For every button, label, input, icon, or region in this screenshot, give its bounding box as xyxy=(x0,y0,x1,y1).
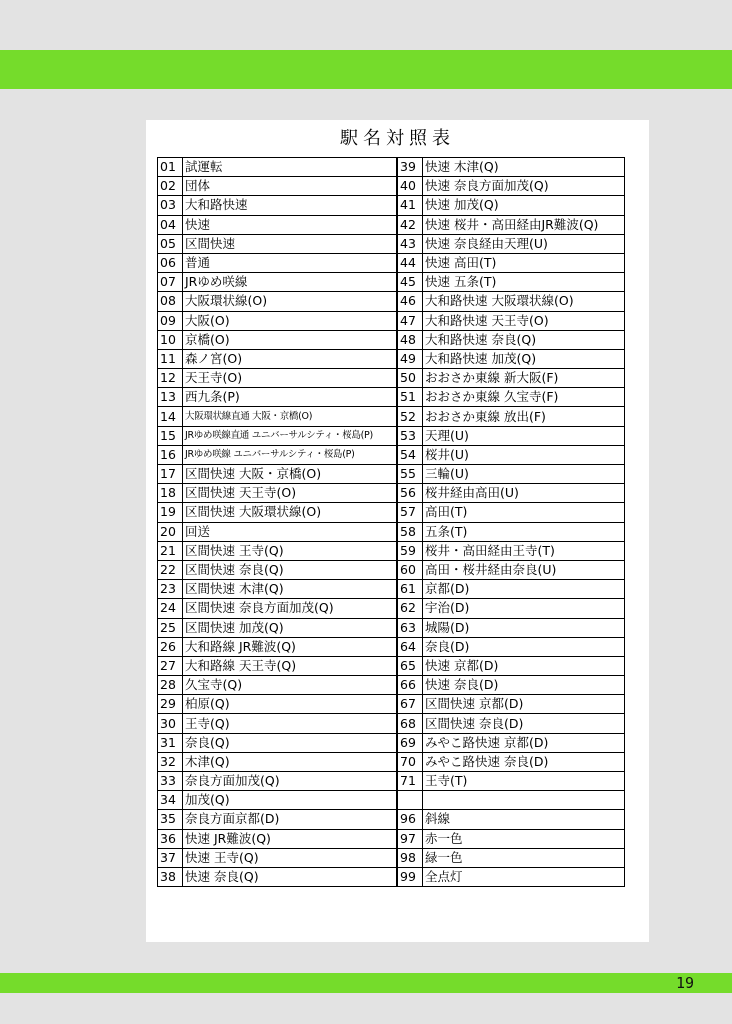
destination-name: 快速 xyxy=(183,215,397,234)
destination-name: 区間快速 木津(Q) xyxy=(183,580,397,599)
table-row xyxy=(398,733,625,752)
row-number: 01 xyxy=(158,158,183,177)
row-number: 51 xyxy=(398,388,423,407)
station-table-right xyxy=(397,157,625,887)
table-row xyxy=(398,465,625,484)
row-number: 30 xyxy=(158,714,183,733)
header-band xyxy=(0,50,732,89)
table-row xyxy=(158,829,397,848)
row-number: 09 xyxy=(158,311,183,330)
row-number: 99 xyxy=(398,867,423,886)
destination-name: 大和路快速 大阪環状線(O) xyxy=(423,292,625,311)
table-row xyxy=(158,791,397,810)
row-number: 65 xyxy=(398,656,423,675)
table-row xyxy=(398,541,625,560)
destination-name: 団体 xyxy=(183,177,397,196)
destination-name: 全点灯 xyxy=(423,867,625,886)
table-row xyxy=(398,330,625,349)
table-row xyxy=(158,426,397,445)
destination-name: みやこ路快速 京都(D) xyxy=(423,733,625,752)
row-number: 49 xyxy=(398,349,423,368)
table-row xyxy=(158,580,397,599)
table-row xyxy=(398,867,625,886)
row-number: 26 xyxy=(158,637,183,656)
row-number: 25 xyxy=(158,618,183,637)
destination-name: 大和路快速 xyxy=(183,196,397,215)
destination-name: 大和路線 天王寺(Q) xyxy=(183,656,397,675)
destination-name: 天王寺(O) xyxy=(183,369,397,388)
destination-name: 桜井(U) xyxy=(423,445,625,464)
destination-name: 区間快速 奈良(D) xyxy=(423,714,625,733)
row-number: 47 xyxy=(398,311,423,330)
destination-name: 回送 xyxy=(183,522,397,541)
destination-name: 奈良方面京都(D) xyxy=(183,810,397,829)
table-row xyxy=(158,522,397,541)
row-number: 41 xyxy=(398,196,423,215)
row-number: 54 xyxy=(398,445,423,464)
table-row xyxy=(158,810,397,829)
destination-name: 快速 奈良方面加茂(Q) xyxy=(423,177,625,196)
table-row xyxy=(398,714,625,733)
table-row xyxy=(158,273,397,292)
destination-name: みやこ路快速 奈良(D) xyxy=(423,752,625,771)
destination-name: 王寺(Q) xyxy=(183,714,397,733)
table-row xyxy=(398,349,625,368)
destination-name: 快速 京都(D) xyxy=(423,656,625,675)
row-number: 39 xyxy=(398,158,423,177)
row-number: 02 xyxy=(158,177,183,196)
destination-name: 久宝寺(Q) xyxy=(183,676,397,695)
row-number: 44 xyxy=(398,253,423,272)
destination-name: 京橋(O) xyxy=(183,330,397,349)
row-number: 61 xyxy=(398,580,423,599)
row-number: 32 xyxy=(158,752,183,771)
row-number: 62 xyxy=(398,599,423,618)
table-row xyxy=(398,234,625,253)
table-row xyxy=(158,311,397,330)
destination-name: おおさか東線 放出(F) xyxy=(423,407,625,426)
row-number: 21 xyxy=(158,541,183,560)
destination-name: 桜井・高田経由王寺(T) xyxy=(423,541,625,560)
destination-name: 大和路線 JR難波(Q) xyxy=(183,637,397,656)
destination-name: JRゆめ咲線 ユニバーサルシティ・桜島(P) xyxy=(183,445,397,464)
table-row xyxy=(158,292,397,311)
destination-name: 区間快速 京都(D) xyxy=(423,695,625,714)
destination-name: 快速 木津(Q) xyxy=(423,158,625,177)
table-row xyxy=(158,772,397,791)
destination-name: 快速 JR難波(Q) xyxy=(183,829,397,848)
destination-name: 快速 加茂(Q) xyxy=(423,196,625,215)
table-row xyxy=(158,407,397,426)
row-number: 16 xyxy=(158,445,183,464)
destination-name: 快速 桜井・高田経由JR難波(Q) xyxy=(423,215,625,234)
table-row xyxy=(398,580,625,599)
row-number: 60 xyxy=(398,560,423,579)
station-table-left xyxy=(157,157,397,887)
table-row xyxy=(398,426,625,445)
row-number: 66 xyxy=(398,676,423,695)
table-row xyxy=(158,714,397,733)
destination-name: 西九条(P) xyxy=(183,388,397,407)
destination-name: 区間快速 奈良(Q) xyxy=(183,560,397,579)
table-row xyxy=(398,848,625,867)
row-number: 31 xyxy=(158,733,183,752)
destination-name: 加茂(Q) xyxy=(183,791,397,810)
row-number: 52 xyxy=(398,407,423,426)
row-number: 45 xyxy=(398,273,423,292)
destination-name: 快速 奈良(D) xyxy=(423,676,625,695)
destination-name: 区間快速 加茂(Q) xyxy=(183,618,397,637)
table-row xyxy=(398,369,625,388)
destination-name: 木津(Q) xyxy=(183,752,397,771)
row-number: 05 xyxy=(158,234,183,253)
destination-name: 斜線 xyxy=(423,810,625,829)
table-row xyxy=(158,541,397,560)
destination-name: JRゆめ咲線直通 ユニバーサルシティ・桜島(P) xyxy=(183,426,397,445)
destination-name: 快速 王寺(Q) xyxy=(183,848,397,867)
row-number: 71 xyxy=(398,772,423,791)
row-number: 07 xyxy=(158,273,183,292)
row-number: 19 xyxy=(158,503,183,522)
destination-name: 三輪(U) xyxy=(423,465,625,484)
destination-name: 奈良(D) xyxy=(423,637,625,656)
destination-name: 宇治(D) xyxy=(423,599,625,618)
destination-name: 区間快速 王寺(Q) xyxy=(183,541,397,560)
table-row xyxy=(158,599,397,618)
destination-name: 桜井経由高田(U) xyxy=(423,484,625,503)
row-number: 13 xyxy=(158,388,183,407)
row-number: 20 xyxy=(158,522,183,541)
destination-name: 区間快速 大阪・京橋(O) xyxy=(183,465,397,484)
destination-name: 試運転 xyxy=(183,158,397,177)
table-row xyxy=(398,618,625,637)
destination-name: 奈良方面加茂(Q) xyxy=(183,772,397,791)
destination-name: 大和路快速 天王寺(O) xyxy=(423,311,625,330)
table-row xyxy=(398,445,625,464)
table-row xyxy=(158,637,397,656)
row-number: 28 xyxy=(158,676,183,695)
destination-name: 大阪(O) xyxy=(183,311,397,330)
document-sheet xyxy=(146,120,649,942)
row-number: 67 xyxy=(398,695,423,714)
destination-name: 高田・桜井経由奈良(U) xyxy=(423,560,625,579)
destination-name: 区間快速 天王寺(O) xyxy=(183,484,397,503)
table-row xyxy=(398,656,625,675)
row-number: 63 xyxy=(398,618,423,637)
table-row xyxy=(158,388,397,407)
table-row xyxy=(158,349,397,368)
row-number: 50 xyxy=(398,369,423,388)
table-row xyxy=(398,158,625,177)
table-row xyxy=(398,791,625,810)
row-number: 57 xyxy=(398,503,423,522)
row-number: 69 xyxy=(398,733,423,752)
row-number: 33 xyxy=(158,772,183,791)
destination-name: 天理(U) xyxy=(423,426,625,445)
table-row xyxy=(398,215,625,234)
destination-name: 快速 五条(T) xyxy=(423,273,625,292)
row-number: 98 xyxy=(398,848,423,867)
row-number: 70 xyxy=(398,752,423,771)
table-row xyxy=(158,215,397,234)
destination-name: 大阪環状線直通 大阪・京橋(O) xyxy=(183,407,397,426)
table-row xyxy=(158,445,397,464)
row-number: 35 xyxy=(158,810,183,829)
table-row xyxy=(398,273,625,292)
destination-name xyxy=(423,791,625,810)
destination-name: 区間快速 奈良方面加茂(Q) xyxy=(183,599,397,618)
table-row xyxy=(398,599,625,618)
destination-name: JRゆめ咲線 xyxy=(183,273,397,292)
table-row xyxy=(158,848,397,867)
row-number: 64 xyxy=(398,637,423,656)
destination-name: 城陽(D) xyxy=(423,618,625,637)
table-row xyxy=(158,733,397,752)
destination-name: 五条(T) xyxy=(423,522,625,541)
row-number: 22 xyxy=(158,560,183,579)
row-number: 40 xyxy=(398,177,423,196)
row-number xyxy=(398,791,423,810)
table-row xyxy=(398,829,625,848)
destination-name: 大和路快速 奈良(Q) xyxy=(423,330,625,349)
destination-name: 区間快速 xyxy=(183,234,397,253)
table-row xyxy=(158,465,397,484)
table-row xyxy=(158,695,397,714)
table-row xyxy=(398,772,625,791)
row-number: 36 xyxy=(158,829,183,848)
destination-name: 快速 奈良経由天理(U) xyxy=(423,234,625,253)
table-row xyxy=(158,618,397,637)
table-row xyxy=(158,177,397,196)
table-row xyxy=(158,196,397,215)
table-row xyxy=(158,484,397,503)
table-row xyxy=(398,560,625,579)
row-number: 10 xyxy=(158,330,183,349)
destination-name: 区間快速 大阪環状線(O) xyxy=(183,503,397,522)
table-row xyxy=(158,330,397,349)
row-number: 15 xyxy=(158,426,183,445)
destination-name: 高田(T) xyxy=(423,503,625,522)
table-row xyxy=(158,676,397,695)
table-row xyxy=(158,867,397,886)
row-number: 27 xyxy=(158,656,183,675)
row-number: 48 xyxy=(398,330,423,349)
row-number: 97 xyxy=(398,829,423,848)
row-number: 04 xyxy=(158,215,183,234)
row-number: 55 xyxy=(398,465,423,484)
table-row xyxy=(398,676,625,695)
table-row xyxy=(398,196,625,215)
row-number: 18 xyxy=(158,484,183,503)
row-number: 34 xyxy=(158,791,183,810)
destination-name: 奈良(Q) xyxy=(183,733,397,752)
table-row xyxy=(158,656,397,675)
table-row xyxy=(158,752,397,771)
destination-name: 大和路快速 加茂(Q) xyxy=(423,349,625,368)
row-number: 53 xyxy=(398,426,423,445)
table-row xyxy=(398,503,625,522)
row-number: 14 xyxy=(158,407,183,426)
row-number: 17 xyxy=(158,465,183,484)
page-number: 19 xyxy=(675,974,694,992)
row-number: 08 xyxy=(158,292,183,311)
table-row xyxy=(158,234,397,253)
row-number: 23 xyxy=(158,580,183,599)
table-row xyxy=(398,810,625,829)
table-row xyxy=(398,637,625,656)
row-number: 42 xyxy=(398,215,423,234)
table-row xyxy=(398,484,625,503)
row-number: 58 xyxy=(398,522,423,541)
page-title: 駅名対照表 xyxy=(340,128,455,149)
destination-name: 大阪環状線(O) xyxy=(183,292,397,311)
table-row xyxy=(398,752,625,771)
row-number: 11 xyxy=(158,349,183,368)
destination-name: 京都(D) xyxy=(423,580,625,599)
table-row xyxy=(158,503,397,522)
row-number: 24 xyxy=(158,599,183,618)
row-number: 37 xyxy=(158,848,183,867)
table-row xyxy=(158,158,397,177)
destination-name: 柏原(Q) xyxy=(183,695,397,714)
destination-name: おおさか東線 久宝寺(F) xyxy=(423,388,625,407)
destination-name: おおさか東線 新大阪(F) xyxy=(423,369,625,388)
row-number: 38 xyxy=(158,867,183,886)
row-number: 96 xyxy=(398,810,423,829)
destination-name: 森ノ宮(O) xyxy=(183,349,397,368)
table-row xyxy=(158,253,397,272)
table-row xyxy=(398,388,625,407)
row-number: 06 xyxy=(158,253,183,272)
table-row xyxy=(398,522,625,541)
destination-name: 快速 高田(T) xyxy=(423,253,625,272)
destination-name: 普通 xyxy=(183,253,397,272)
row-number: 46 xyxy=(398,292,423,311)
row-number: 68 xyxy=(398,714,423,733)
destination-name: 王寺(T) xyxy=(423,772,625,791)
table-row xyxy=(398,292,625,311)
table-row xyxy=(398,695,625,714)
table-row xyxy=(398,177,625,196)
row-number: 43 xyxy=(398,234,423,253)
table-row xyxy=(158,560,397,579)
row-number: 56 xyxy=(398,484,423,503)
destination-name: 赤一色 xyxy=(423,829,625,848)
table-row xyxy=(398,311,625,330)
destination-name: 快速 奈良(Q) xyxy=(183,867,397,886)
row-number: 59 xyxy=(398,541,423,560)
row-number: 29 xyxy=(158,695,183,714)
footer-band xyxy=(0,973,732,993)
table-row xyxy=(158,369,397,388)
row-number: 03 xyxy=(158,196,183,215)
table-row xyxy=(398,253,625,272)
destination-name: 緑一色 xyxy=(423,848,625,867)
row-number: 12 xyxy=(158,369,183,388)
table-row xyxy=(398,407,625,426)
